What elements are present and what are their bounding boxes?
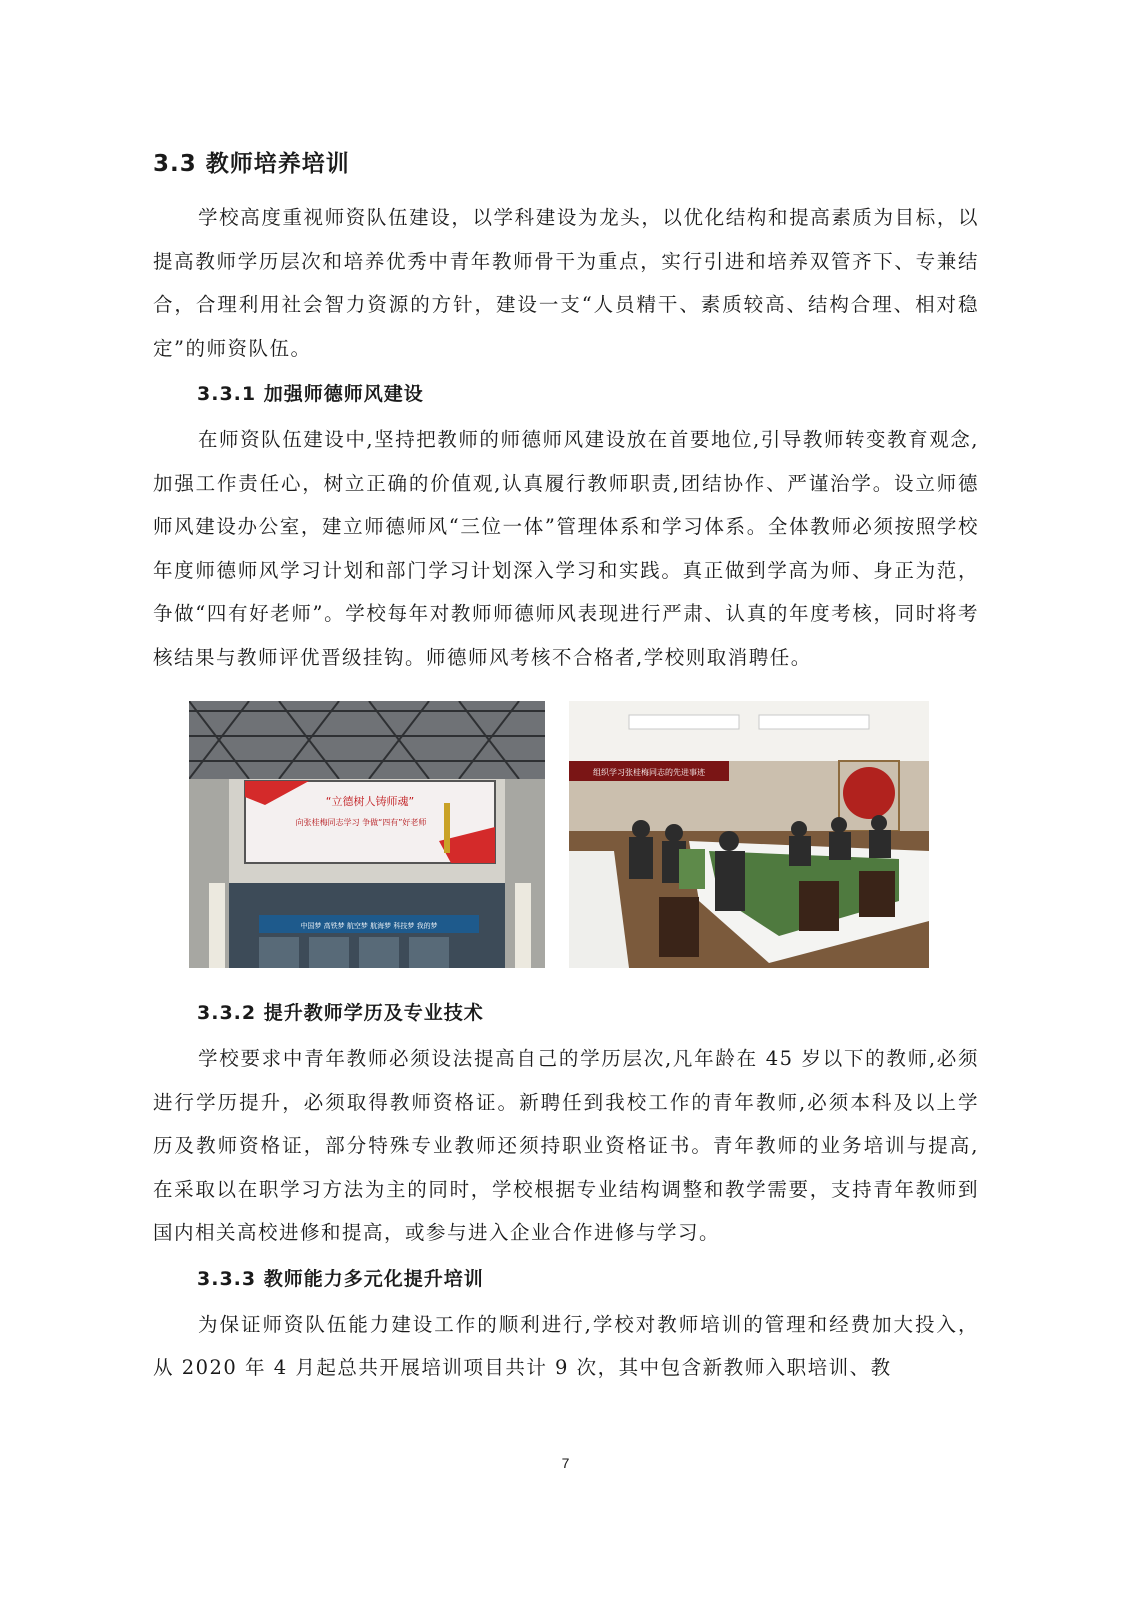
meeting-banner: 组织学习张桂梅同志的先进事迹 [593,768,705,777]
subsection-text-1: 在师资队伍建设中,坚持把教师的师德师风建设放在首要地位,引导教师转变教育观念,加强工作责任心，树立正确的价值观,认真履行教师职责,团结协作、严谨治学。设立师德师风建设办公室，建立师德师风“三位一体”管理体系和学习体系。全体教师必须按照学校年度师德师风学习计划和部门学习计划深入学习和实践。真正做到学高为师、身正为范，争做“四有好老师”。学校每年对教师师德师风表现进行严肃、认真的年度考核，同时将考核结果与教师评优晋级挂钩。师德师风考核不合格者,学校则取消聘任。 [153,428,979,669]
section-intro: 学校高度重视师资队伍建设，以学科建设为龙头，以优化结构和提高素质为目标，以提高教师学历层次和培养优秀中青年教师骨干为重点，实行引进和培养双管齐下、专兼结合，合理利用社会智力资源的方针，建设一支“人员精干、素质较高、结构合理、相对稳定”的师资队伍。 [153,206,979,360]
subsection-text-2: 学校要求中青年教师必须设法提高自己的学历层次,凡年龄在 45 岁以下的教师,必须进行学历提升，必须取得教师资格证。新聘任到我校工作的青年教师,必须本科及以上学历及教师资格证，部分特殊专业教师还须持职业资格证书。青年教师的业务培训与提高,在采取以在职学习方法为主的同时，学校根据专业结构调整和教学需要，支持青年教师到国内相关高校进修和提高，或参与进入企业合作进修与学习。 [153,1047,979,1244]
subsection-title-3: 3.3.3 教师能力多元化提升培训 [197,1267,484,1290]
page-number: 7 [561,1455,570,1471]
meeting-room-photo [569,701,929,968]
screen-slogan-1: “立德树人铸师魂” [325,795,415,808]
building-screen-image [189,701,545,968]
photo-row [153,701,979,971]
subsection-title-2: 3.3.2 提升教师学历及专业技术 [197,1002,484,1024]
screen-slogan-2: 向张桂梅同志学习 争做“四有”好老师 [295,818,427,827]
page-content [153,138,979,1392]
building-screen-photo [189,701,545,968]
subsection-text-3: 为保证师资队伍能力建设工作的顺利进行,学校对教师培训的管理和经费加大投入，从 2020 年 4 月起总共开展培训项目共计 9 次，其中包含新教师入职培训、教 [153,1312,979,1379]
subsection-title-1: 3.3.1 加强师德师风建设 [197,383,424,405]
entrance-banner: 中国梦 高铁梦 航空梦 航海梦 科技梦 我的梦 [300,922,438,930]
meeting-room-image [569,701,929,968]
section-title: 3.3 教师培养培训 [153,151,350,177]
